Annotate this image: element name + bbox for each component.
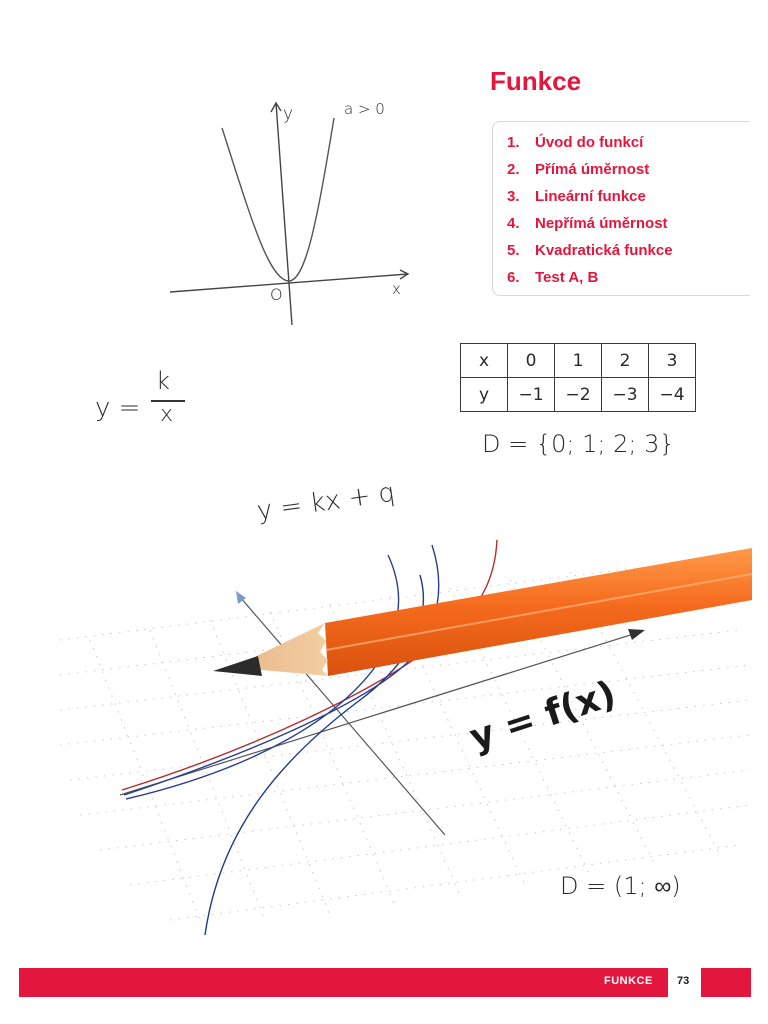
domain-formula-interval: D = (1; ∞) xyxy=(560,872,681,900)
toc-item-label: Úvod do funkcí xyxy=(535,134,644,151)
parabola-condition: a > 0 xyxy=(344,100,385,118)
function-notation: y = f(x) xyxy=(465,673,621,759)
domain-formula-table: D = {0; 1; 2; 3} xyxy=(482,430,675,458)
toc-item xyxy=(507,237,750,264)
toc-item xyxy=(507,129,750,156)
table-of-contents xyxy=(492,121,750,296)
toc-item-number: 6. xyxy=(507,269,520,286)
toc-item xyxy=(507,183,750,210)
toc-item-number: 4. xyxy=(507,215,520,232)
table-row xyxy=(461,378,696,412)
table-cell: x xyxy=(461,344,508,378)
linear-formula: y = kx + q xyxy=(255,477,397,527)
function-curves xyxy=(122,540,497,935)
parabola-sketch xyxy=(170,103,408,325)
table-cell: 3 xyxy=(649,344,696,378)
toc-item-label: Test A, B xyxy=(535,269,599,286)
footer-section-label: FUNKCE xyxy=(604,975,653,987)
table-cell: 0 xyxy=(508,344,555,378)
toc-item-number: 3. xyxy=(507,188,520,205)
value-table xyxy=(460,343,696,412)
inverse-formula-denominator: x xyxy=(160,402,174,427)
chapter-title: Funkce xyxy=(490,66,582,96)
toc-item xyxy=(507,264,750,291)
pencil-image xyxy=(213,548,752,676)
toc-item-label: Kvadratická funkce xyxy=(535,242,673,259)
parabola-x-axis-label: x xyxy=(392,280,401,298)
table-cell: −1 xyxy=(508,378,555,412)
table-row xyxy=(461,344,696,378)
toc-item xyxy=(507,210,750,237)
toc-item-number: 5. xyxy=(507,242,520,259)
page-number: 73 xyxy=(677,975,690,987)
toc-item-label: Lineární funkce xyxy=(535,188,646,205)
parabola-origin-label: O xyxy=(270,285,283,304)
inverse-formula-lhs: y = xyxy=(95,393,141,423)
inverse-formula-numerator: k xyxy=(156,367,170,395)
table-cell: y xyxy=(461,378,508,412)
table-cell: −4 xyxy=(649,378,696,412)
table-cell: 1 xyxy=(555,344,602,378)
footer-bar xyxy=(19,968,668,997)
toc-item-label: Nepřímá úměrnost xyxy=(535,215,668,232)
table-cell: 2 xyxy=(602,344,649,378)
footer-bar-end xyxy=(701,968,751,997)
toc-item-number: 2. xyxy=(507,161,520,178)
table-cell: −2 xyxy=(555,378,602,412)
parabola-y-axis-label: y xyxy=(283,104,294,124)
table-cell: −3 xyxy=(602,378,649,412)
toc-item-label: Přímá úměrnost xyxy=(535,161,650,178)
toc-item xyxy=(507,156,750,183)
toc-item-number: 1. xyxy=(507,134,520,151)
